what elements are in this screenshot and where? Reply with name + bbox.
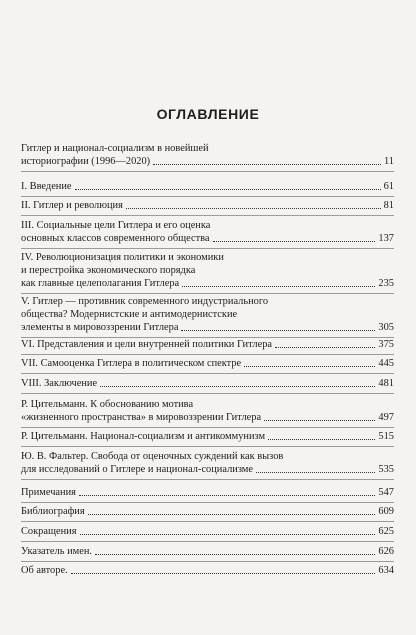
- separator-line: [21, 446, 394, 447]
- toc-page-number: 375: [378, 339, 394, 350]
- dot-leader: [268, 439, 375, 440]
- toc-entry: [21, 338, 394, 351]
- separator-line: [21, 427, 394, 428]
- separator-line: [21, 373, 394, 374]
- toc-page-number: 235: [378, 278, 394, 289]
- separator-line: [21, 561, 394, 562]
- separator-line: [21, 541, 394, 542]
- toc-page-number: 81: [383, 200, 394, 211]
- toc-entry: [21, 251, 394, 290]
- toc-entry-line: общества? Модернистские и антимодернистские: [21, 309, 238, 320]
- separator-line: [21, 215, 394, 216]
- toc-entry-line: основных классов современного общества: [21, 233, 210, 244]
- separator-line: [21, 248, 394, 249]
- toc-entry: [21, 525, 394, 538]
- dot-leader: [88, 514, 376, 515]
- toc-entry-line: Примечания: [21, 487, 76, 498]
- toc-entry-line: IV. Революционизация политики и экономики: [21, 252, 224, 263]
- dot-leader: [181, 330, 375, 331]
- page-title: ОГЛАВЛЕНИЕ: [156, 106, 260, 122]
- toc-entry-line: Библиография: [21, 506, 85, 517]
- toc-entry-line: и перестройка экономического порядка: [21, 265, 196, 276]
- toc-entry: [21, 357, 394, 370]
- separator-line: [21, 337, 394, 338]
- toc-entry: [21, 430, 394, 443]
- separator-line: [21, 293, 394, 294]
- dot-leader: [95, 554, 375, 555]
- dot-leader: [100, 386, 375, 387]
- dot-leader: [275, 347, 375, 348]
- toc-entry-line: «жизненного пространства» в мировоззрении Гитлера: [21, 412, 262, 423]
- toc-entry-line: Р. Цительманн. К обоснованию мотива: [21, 399, 194, 410]
- toc-entry: [21, 219, 394, 245]
- toc-page-number: 634: [378, 565, 394, 576]
- dot-leader: [256, 472, 375, 473]
- toc-entry-line: II. Гитлер и революция: [21, 200, 123, 211]
- toc-entry-line: Ю. В. Фальтер. Свобода от оценочных суждений как вызов: [21, 451, 284, 462]
- toc-entry-line: V. Гитлер — противник современного индустриального: [21, 296, 269, 307]
- toc-page-number: 61: [383, 181, 394, 192]
- toc-entry: [21, 545, 394, 558]
- toc-entry: [21, 199, 394, 212]
- toc-page-number: 535: [378, 464, 394, 475]
- separator-line: [21, 171, 394, 172]
- separator-line: [21, 196, 394, 197]
- toc-entry-line: элементы в мировоззрении Гитлера: [21, 322, 179, 333]
- dot-leader: [75, 189, 381, 190]
- toc-entry: [21, 180, 394, 193]
- toc-entry: [21, 564, 394, 577]
- toc-page-number: 305: [378, 322, 394, 333]
- dot-leader: [244, 366, 375, 367]
- dot-leader: [71, 573, 376, 574]
- toc-entry-line: III. Социальные цели Гитлера и его оценка: [21, 220, 211, 231]
- toc-entry-line: Р. Цительманн. Национал-социализм и антикоммунизм: [21, 431, 266, 442]
- dot-leader: [126, 208, 381, 209]
- toc-entry-line: для исследований о Гитлере и национал-социализме: [21, 464, 253, 475]
- toc-entry-line: VIII. Заключение: [21, 378, 98, 389]
- toc-entry-line: VI. Представления и цели внутренней политики Гитлера: [21, 339, 273, 350]
- toc-entry: [21, 486, 394, 499]
- toc-page-number: 445: [378, 358, 394, 369]
- toc-entry: [21, 505, 394, 518]
- toc-page-number: 609: [378, 506, 394, 517]
- dot-leader: [79, 495, 375, 496]
- separator-line: [21, 521, 394, 522]
- toc-page-number: 626: [378, 546, 394, 557]
- toc-entry-line: Сокращения: [21, 526, 77, 537]
- toc-entry: [21, 450, 394, 476]
- toc-entry-line: Указатель имен.: [21, 546, 92, 557]
- toc-page-number: 11: [383, 156, 394, 167]
- toc-entry: [21, 295, 394, 334]
- toc-entry-line: I. Введение: [21, 181, 72, 192]
- toc-entry: [21, 398, 394, 424]
- dot-leader: [264, 420, 375, 421]
- toc-entry-line: Гитлер и национал-социализм в новейшей: [21, 143, 209, 154]
- dot-leader: [213, 241, 376, 242]
- toc-page-number: 547: [378, 487, 394, 498]
- separator-line: [21, 479, 394, 480]
- separator-line: [21, 393, 394, 394]
- separator-line: [21, 502, 394, 503]
- toc-entry-line: как главные целеполагания Гитлера: [21, 278, 180, 289]
- toc-entry-line: историографии (1996—2020): [21, 156, 151, 167]
- toc-page-number: 497: [378, 412, 394, 423]
- dot-leader: [182, 286, 375, 287]
- toc-entry: [21, 377, 394, 390]
- toc-entry-line: Об авторе.: [21, 565, 68, 576]
- toc-page-number: 625: [378, 526, 394, 537]
- dot-leader: [153, 164, 381, 165]
- toc-page-number: 515: [378, 431, 394, 442]
- dot-leader: [80, 534, 376, 535]
- toc-entry: [21, 142, 394, 168]
- toc-entry-line: VII. Самооценка Гитлера в политическом спектре: [21, 358, 242, 369]
- separator-line: [21, 354, 394, 355]
- toc-page-number: 481: [378, 378, 394, 389]
- toc-page-number: 137: [378, 233, 394, 244]
